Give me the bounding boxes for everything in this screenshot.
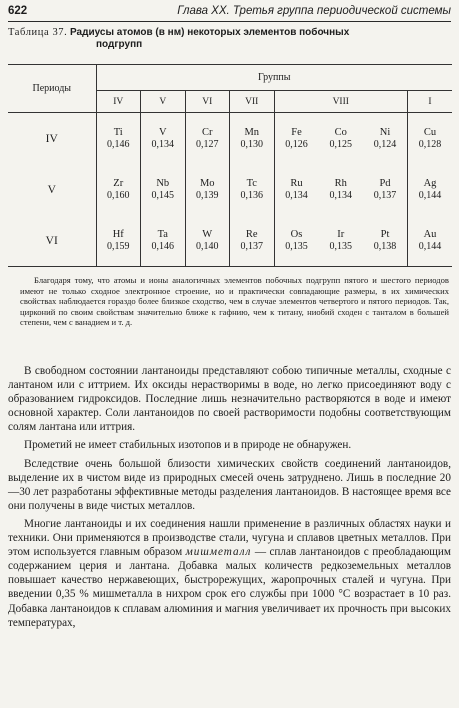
- element-symbol: Ni: [379, 126, 391, 138]
- element-cell: [274, 215, 319, 266]
- page-number: 622: [8, 5, 28, 17]
- period-column-header: [8, 65, 96, 113]
- paragraph: [8, 517, 451, 630]
- table-caption: [8, 27, 451, 51]
- element-symbol: Rh: [334, 177, 347, 189]
- element-cell: [141, 113, 186, 164]
- group-header: I: [408, 91, 453, 113]
- element-cell: [96, 164, 141, 215]
- group-header: V: [141, 91, 186, 113]
- element-cell: [408, 164, 453, 215]
- element-cell: [230, 215, 275, 266]
- element-symbol: Au: [423, 228, 437, 240]
- radius-value: 0,160: [107, 189, 130, 201]
- element-symbol: Mn: [244, 126, 260, 138]
- header-rule: [8, 21, 451, 22]
- element-cell: [363, 164, 408, 215]
- element-symbol: Zr: [113, 177, 124, 189]
- radius-value: 0,134: [285, 189, 308, 201]
- paragraph: Прометий не имеет стабильных изотопов и в природе не обнаружен.: [24, 439, 352, 452]
- element-symbol: V: [158, 126, 167, 138]
- table-row: [8, 215, 452, 266]
- element-symbol: Ta: [157, 228, 168, 240]
- table-row: [8, 164, 452, 215]
- radius-value: 0,134: [151, 138, 174, 150]
- element-symbol: Pd: [379, 177, 391, 189]
- element-symbol: Re: [245, 228, 258, 240]
- paragraph-text: Многие лантаноиды и их соединения нашли применение в различных областях науки и техники. Они применяются в производстве стали, чугуна и сплавов цветных металлов. При этом используется главным образом: [8, 517, 451, 559]
- table-label: Таблица 37.: [8, 27, 68, 38]
- paragraph-text: — сплав лантаноидов с преобладающим содержанием церия и лантана. Добавка малых количеств редкоземельных металлов повышает качество нержавеющих, быстрорежущих, жаропрочных сталей и чугуна. При введении 0,35 % мишметалла в нихром срок его службы при 1000 °С возрастает в 10 раз. Добавка лантаноидов к сплавам алюминия и магния увеличивает их прочность при высоких температурах,: [8, 546, 451, 629]
- element-symbol: Ir: [337, 228, 345, 240]
- period-cell: VI: [8, 215, 96, 266]
- term-emphasis: мишметалл: [185, 546, 252, 559]
- element-cell: [230, 164, 275, 215]
- element-symbol: Fe: [291, 126, 302, 138]
- table-note: Благодаря тому, что атомы и ионы аналогичных элементов побочных подгрупп пятого и шестого периодов имеют не только сходное электронное строение, но и практически совпадающие размеры, в их химических свойствах наблюдается гораздо более близкое сходство, чем в случае элементов четвертого и пятого периодов. Так, цирконий по своим свойствам значительно ближе к гафнию, чем к титану, ниобий сходен с танталом в большей степени, чем с ванадием и т. д.: [20, 275, 449, 328]
- element-cell: [363, 113, 408, 164]
- radius-value: 0,135: [329, 240, 352, 252]
- element-cell: [185, 164, 230, 215]
- radius-value: 0,130: [240, 138, 263, 150]
- radius-value: 0,125: [329, 138, 352, 150]
- element-cell: [141, 215, 186, 266]
- element-cell: [408, 113, 453, 164]
- radius-value: 0,128: [418, 138, 442, 150]
- element-cell: [319, 113, 364, 164]
- element-cell: [185, 215, 230, 266]
- table-row: [8, 113, 452, 164]
- groups-header-label: Группы: [258, 72, 291, 84]
- radius-value: 0,144: [418, 240, 442, 252]
- group-header: VII: [230, 91, 275, 113]
- element-symbol: Co: [334, 126, 347, 138]
- radius-value: 0,146: [151, 240, 174, 252]
- element-symbol: Nb: [156, 177, 170, 189]
- radius-value: 0,139: [196, 189, 219, 201]
- table-title: Радиусы атомов (в нм) некоторых элементов побочных: [70, 27, 350, 38]
- element-cell: [274, 113, 319, 164]
- element-symbol: Cu: [423, 126, 437, 138]
- element-cell: [185, 113, 230, 164]
- element-cell: [96, 113, 141, 164]
- radius-value: 0,144: [418, 189, 442, 201]
- element-symbol: Ru: [290, 177, 303, 189]
- element-symbol: Pt: [380, 228, 390, 240]
- element-symbol: Cr: [202, 126, 213, 138]
- radius-value: 0,136: [240, 189, 263, 201]
- element-cell: [319, 215, 364, 266]
- element-cell: [230, 113, 275, 164]
- radius-value: 0,137: [373, 189, 397, 201]
- radius-value: 0,138: [373, 240, 397, 252]
- element-symbol: Hf: [112, 228, 124, 240]
- element-cell: [363, 215, 408, 266]
- paragraph: Вследствие очень большой близости химических свойств соединений лантаноидов, выделение их в чистом виде из природных смесей очень затруднено. Лишь в последние 20—30 лет разработаны эффективные методы разделения лантаноидов. В настоящее время все они получены в виде чистых металлов.: [8, 457, 451, 512]
- element-symbol: Ti: [113, 126, 123, 138]
- group-header: IV: [96, 91, 141, 113]
- period-cell: IV: [8, 113, 96, 164]
- radius-value: 0,146: [107, 138, 130, 150]
- group-header: VI: [185, 91, 230, 113]
- element-cell: [408, 215, 453, 266]
- radius-value: 0,145: [151, 189, 174, 201]
- radius-value: 0,126: [285, 138, 308, 150]
- element-symbol: Os: [290, 228, 303, 240]
- groups-header: [96, 65, 452, 91]
- element-cell: [319, 164, 364, 215]
- group-header: VIII: [274, 91, 408, 113]
- element-symbol: Ag: [423, 177, 437, 189]
- running-head: Глава XX. Третья группа периодической системы: [177, 5, 451, 17]
- paragraph: В свободном состоянии лантаноиды представляют собою типичные металлы, сходные с лантаном или с иттрием. Их оксиды нерастворимы в воде, но легко присоединяют воду с образованием гидроксидов. Последние лишь незначительно растворяются в воде и имеют основной характер. Соли лантаноидов по своей растворимости подобны соответствующим солям лантана или иттрия.: [8, 365, 451, 434]
- radius-value: 0,140: [196, 240, 219, 252]
- page-header: [8, 5, 451, 21]
- period-header-label: Периоды: [32, 83, 72, 95]
- body-text: [8, 364, 451, 634]
- atomic-radii-table: [8, 64, 452, 267]
- element-symbol: Mo: [199, 177, 215, 189]
- radius-value: 0,124: [373, 138, 397, 150]
- radius-value: 0,159: [107, 240, 130, 252]
- radius-value: 0,134: [329, 189, 352, 201]
- element-cell: [96, 215, 141, 266]
- element-cell: [141, 164, 186, 215]
- radius-value: 0,127: [196, 138, 219, 150]
- element-cell: [274, 164, 319, 215]
- element-symbol: Tc: [246, 177, 257, 189]
- element-symbol: W: [202, 228, 213, 240]
- radius-value: 0,135: [285, 240, 308, 252]
- radius-value: 0,137: [240, 240, 263, 252]
- period-cell: V: [8, 164, 96, 215]
- table-title-cont: подгрупп: [96, 39, 143, 50]
